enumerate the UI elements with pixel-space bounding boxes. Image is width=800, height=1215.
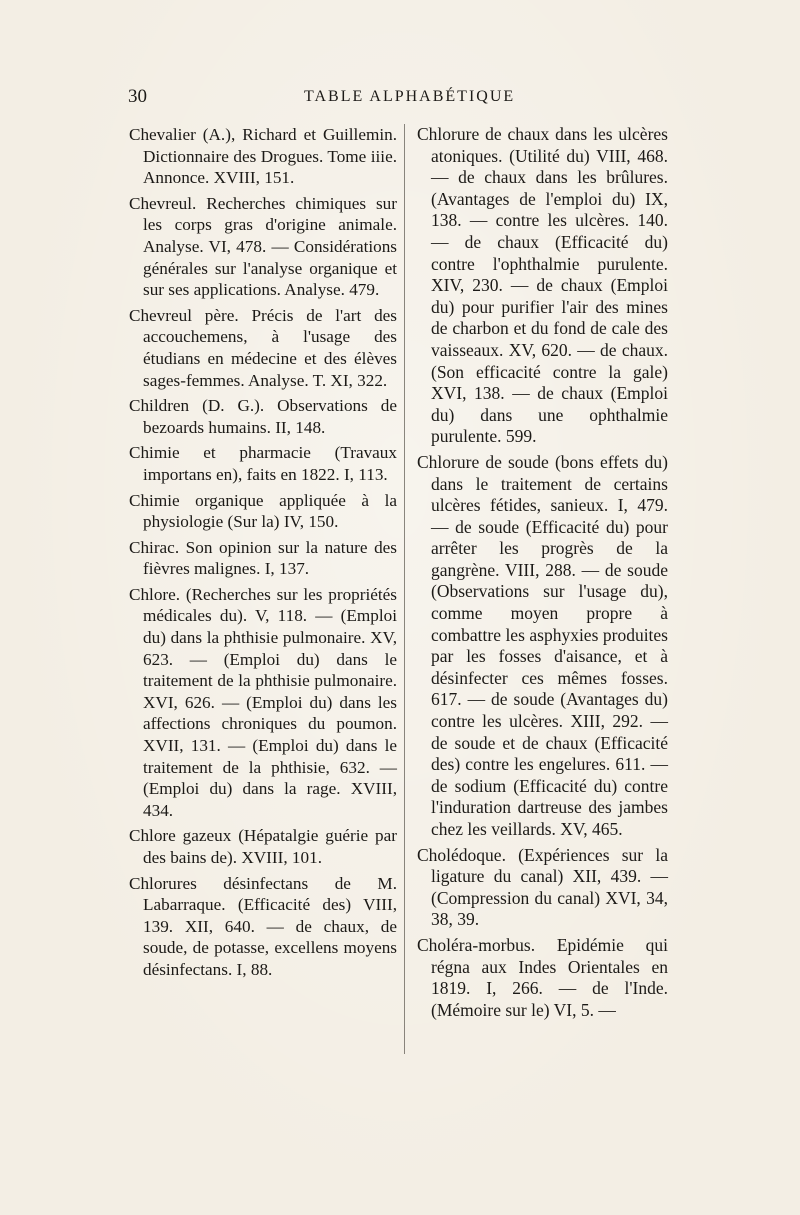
index-entry: Chimie organique appliquée à la physiologie (Sur la) IV, 150.	[129, 490, 397, 532]
column-divider	[404, 124, 405, 1054]
index-entry: Chevreul père. Précis de l'art des accouchemens, à l'usage des étudians en médecine et des élèves sages-femmes. Analyse. T. XI, 322.	[129, 305, 397, 390]
index-entry: Chirac. Son opinion sur la nature des fièvres malignes. I, 137.	[129, 537, 397, 579]
index-entry: Chlore. (Recherches sur les propriétés médicales du). V, 118. — (Emploi du) dans la phthisie pulmonaire. XV, 623. — (Emploi du) dans le traitement de la phthisie pulmonaire. XVI, 626. — (Emploi du) dans les affections chroniques du poumon. XVII, 131. — (Emploi du) dans le traitement de la phthisie, 632. — (Emploi du) dans la rage. XVIII, 434.	[129, 584, 397, 820]
index-entry: Chimie et pharmacie (Travaux importans en), faits en 1822. I, 113.	[129, 443, 397, 484]
index-entry: Choléra-morbus. Epidémie qui régna aux Indes Orientales en 1819. I, 266. — de l'Inde. (Mémoire sur le) VI, 5. —	[417, 934, 668, 1020]
index-entry: Children (D. G.). Observations de bezoards humains. II, 148.	[129, 396, 397, 437]
left-column	[129, 124, 397, 981]
index-entry: Chlorures désinfectans de M. Labarraque. (Efficacité des) VIII, 139. XII, 640. — de chaux, de soude, de potasse, excellens moyens désinfectans. I, 88.	[129, 873, 397, 979]
right-column	[417, 124, 668, 1021]
index-entry: Chlore gazeux (Hépatalgie guérie par des bains de). XVIII, 101.	[129, 826, 397, 867]
index-entry: Chlorure de soude (bons effets du) dans le traitement de certains ulcères fétides, sanieux. I, 479. — de soude (Efficacité du) pour arrêter les progrès de la gangrène. VIII, 288. — de soude (Observations sur l'usage du), comme moyen propre à combattre les asphyxies produites par les fosses d'aisance, et à désinfecter ces mêmes fosses. 617. — de soude (Avantages du) contre les ulcères. XIII, 292. — de soude et de chaux (Efficacité des) contre les engelures. 611. — de sodium (Efficacité du) contre l'induration dartreuse des jambes chez les veillards. XV, 465.	[417, 451, 668, 839]
index-entry: Chlorure de chaux dans les ulcères atoniques. (Utilité du) VIII, 468. — de chaux dans les brûlures. (Avantages de l'emploi du) IX, 138. — contre les ulcères. 140. — de chaux (Efficacité du) contre l'ophthalmie purulente. XIV, 230. — de chaux (Emploi du) pour purifier l'air des mines de charbon et du fond de cale des vaisseaux. XV, 620. — de chaux. (Son efficacité contre la gale) XVI, 138. — de chaux (Emploi du) dans une ophthalmie purulente. 599.	[417, 124, 668, 447]
index-entry: Chevreul. Recherches chimiques sur les corps gras d'origine animale. Analyse. VI, 478. — Considérations générales sur l'analyse organique et sur ses applications. Analyse. 479.	[129, 193, 397, 300]
running-title: TABLE ALPHABÉTIQUE	[304, 88, 516, 105]
page-header	[128, 86, 668, 116]
index-entry: Chevalier (A.), Richard et Guillemin. Dictionnaire des Drogues. Tome iiie. Annonce. XVIII, 151.	[129, 125, 397, 188]
page-number: 30	[128, 86, 147, 107]
index-entry: Cholédoque. (Expériences sur la ligature du canal) XII, 439. — (Compression du canal) XVI, 34, 38, 39.	[417, 844, 668, 930]
